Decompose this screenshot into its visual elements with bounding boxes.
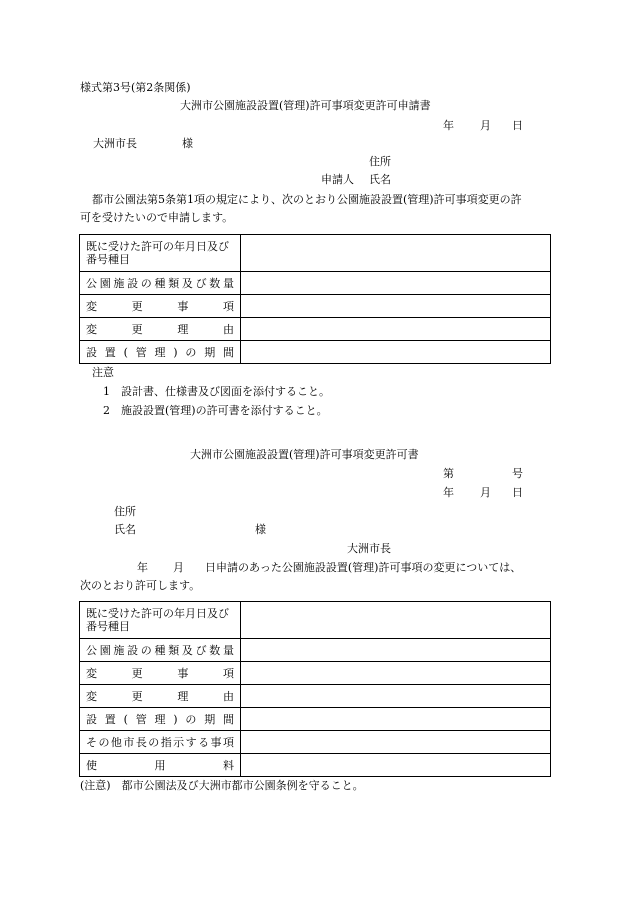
row-label: 変更理由: [80, 318, 241, 341]
permit-body-line2: 次のとおり許可します。: [80, 579, 201, 592]
row-value: [241, 662, 551, 685]
row-label: 設置(管理)の期間: [80, 708, 241, 731]
table-row: [80, 341, 551, 364]
permit-name-label: 氏名: [114, 523, 136, 536]
table-row: [80, 708, 551, 731]
permit-note: (注意) 都市公園法及び大洲市都市公園条例を守ること。: [80, 779, 364, 792]
row-value: [241, 731, 551, 754]
permit-date-day: 日: [512, 486, 523, 499]
notes-title: 注意: [92, 366, 114, 379]
row-value: [241, 318, 551, 341]
row-value: [241, 341, 551, 364]
permit-date-year: 年: [443, 486, 454, 499]
row-label: 公園施設の種類及び数量: [80, 639, 241, 662]
application-honorific: 様: [182, 137, 193, 150]
permit-title: 大洲市公園施設設置(管理)許可事項変更許可書: [190, 448, 419, 461]
row-label: 使用料: [80, 754, 241, 777]
form-number: 様式第3号(第2条関係): [80, 81, 191, 94]
application-date-day: 日: [512, 119, 523, 132]
row-label: 既に受けた許可の年月日及び番号種目: [80, 602, 241, 639]
note-item: 1 設計書、仕様書及び図面を添付すること。: [103, 385, 330, 398]
table-row: [80, 602, 551, 639]
row-label: 変更理由: [80, 685, 241, 708]
permit-body-year: 年: [137, 561, 148, 574]
table-row: [80, 754, 551, 777]
table-row: [80, 272, 551, 295]
row-value: [241, 685, 551, 708]
application-date-year: 年: [443, 119, 454, 132]
row-value: [241, 754, 551, 777]
permit-issuer: 大洲市長: [347, 542, 391, 555]
table-row: [80, 731, 551, 754]
row-value: [241, 235, 551, 272]
table-row: [80, 639, 551, 662]
table-row: [80, 235, 551, 272]
row-label: 設置(管理)の期間: [80, 341, 241, 364]
permit-address-label: 住所: [114, 505, 136, 518]
row-value: [241, 272, 551, 295]
application-address-label: 住所: [369, 155, 391, 168]
application-date-month: 月: [480, 119, 491, 132]
row-value: [241, 708, 551, 731]
application-body-line2: 可を受けたいので申請します。: [80, 211, 234, 224]
application-table: [79, 234, 551, 364]
permit-number-prefix: 第: [443, 467, 454, 480]
row-value: [241, 639, 551, 662]
application-body-line1: 都市公園法第5条第1項の規定により、次のとおり公園施設設置(管理)許可事項変更の許: [92, 193, 522, 206]
row-value: [241, 295, 551, 318]
row-label: 変更事項: [80, 662, 241, 685]
permit-date-month: 月: [480, 486, 491, 499]
application-title: 大洲市公園施設設置(管理)許可事項変更許可申請書: [180, 99, 431, 112]
table-row: [80, 662, 551, 685]
row-label: 既に受けた許可の年月日及び番号種目: [80, 235, 241, 272]
permit-honorific: 様: [255, 523, 266, 536]
applicant-label: 申請人: [321, 173, 354, 186]
application-name-label: 氏名: [369, 173, 391, 186]
row-label: 変更事項: [80, 295, 241, 318]
table-row: [80, 685, 551, 708]
table-row: [80, 318, 551, 341]
row-label: その他市長の指示する事項: [80, 731, 241, 754]
permit-number-suffix: 号: [512, 467, 523, 480]
table-row: [80, 295, 551, 318]
row-value: [241, 602, 551, 639]
permit-body-month: 月: [173, 561, 184, 574]
application-addressee: 大洲市長: [93, 137, 137, 150]
permit-table: [79, 601, 551, 777]
permit-body-line1: 日申請のあった公園施設設置(管理)許可事項の変更については、: [205, 561, 522, 574]
note-item: 2 施設設置(管理)の許可書を添付すること。: [103, 404, 328, 417]
row-label: 公園施設の種類及び数量: [80, 272, 241, 295]
